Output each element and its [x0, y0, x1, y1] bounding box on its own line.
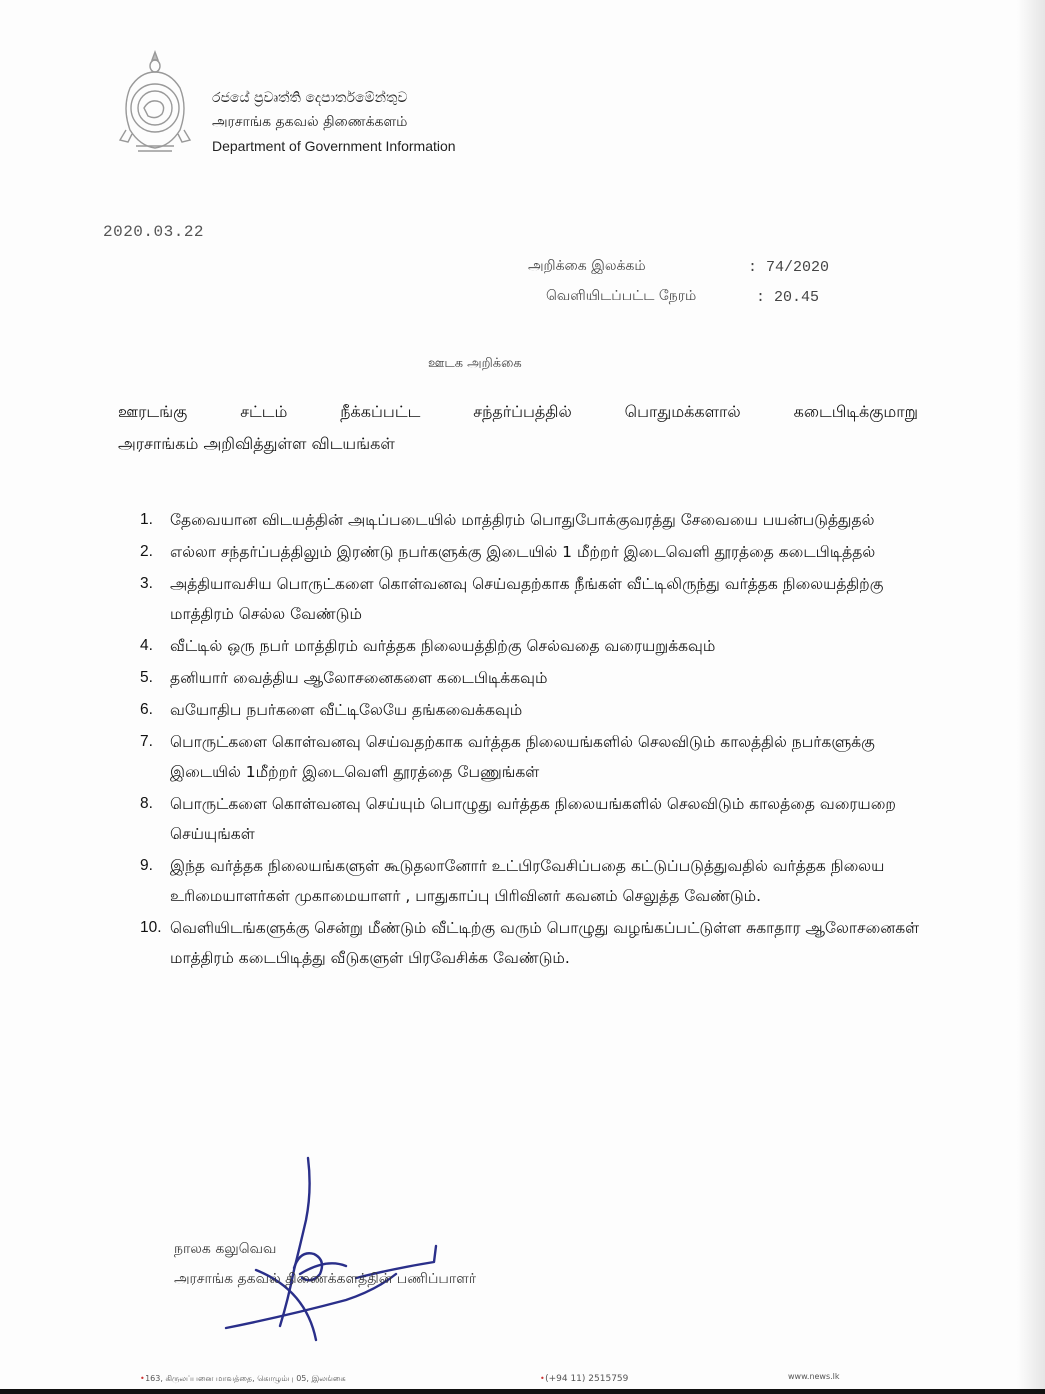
heading-line-1: ஊரடங்கு சட்டம் நீக்கப்பட்ட சந்தர்ப்பத்தில் பொதுமக்களால் கடைபிடிக்குமாறு [118, 402, 918, 421]
notice-heading [118, 396, 918, 460]
item-text: வீட்டில் ஒரு நபர் மாத்திரம் வர்த்தக நிலையத்திற்கு செல்வதை வரையறுக்கவும் [170, 637, 716, 655]
release-time-value: : 20.45 [756, 288, 820, 306]
item-text: தேவையான விடயத்தின் அடிப்படையில் மாத்திரம் பொதுபோக்குவரத்து சேவையை பயன்படுத்துதல் [170, 511, 875, 529]
item-text: பொருட்களை கொள்வனவு செய்யும் பொழுது வர்த்தக நிலையங்களில் செலவிடும் காலத்தை வரையறை செய்யுங்கள் [170, 795, 896, 843]
release-time-row [528, 282, 829, 312]
item-text: அத்தியாவசிய பொருட்களை கொள்வனவு செய்வதற்காக நீங்கள் வீட்டிலிருந்து வர்த்தக நிலையத்திற்கு மாத்திரம் செல்ல வேண்டும் [170, 575, 884, 623]
bullet-icon: • [140, 1374, 145, 1383]
item-number: 10. [140, 919, 162, 936]
footer-phone-group [540, 1372, 629, 1384]
item-text: வெளியிடங்களுக்கு சென்று மீண்டும் வீட்டிற்கு வரும் பொழுது வழங்கப்பட்டுள்ள சுகாதார ஆலோசனைகள் மாத்திரம் கடைபிடித்து வீடுகளுள் பிரவேசிக்க வேண்டும். [170, 919, 920, 967]
item-text: எல்லா சந்தர்ப்பத்திலும் இரண்டு நபர்களுக்கு இடையில் 1 மீற்றர் இடைவெளி தூரத்தை கடைபிடித்தல் [170, 543, 876, 561]
notice-title: ஊடக அறிக்கை [428, 356, 522, 371]
footer-phone: (+94 11) 2515759 [545, 1374, 629, 1384]
list-item [140, 851, 930, 911]
list-item [140, 727, 930, 787]
list-item [140, 663, 930, 693]
notice-number-value: : 74/2020 [748, 258, 830, 276]
notice-number-label: அறிக்கை இலக்கம் [528, 258, 646, 274]
department-name-english: Department of Government Information [212, 138, 456, 154]
item-text: வயோதிப நபர்களை வீட்டிலேயே தங்கவைக்கவும் [170, 701, 523, 719]
list-item [140, 505, 930, 535]
item-number: 1. [140, 511, 153, 528]
footer-website: www.news.lk [788, 1372, 840, 1381]
department-name-tamil: அரசாங்க தகவல் திணைக்களம் [212, 114, 408, 130]
item-number: 6. [140, 701, 153, 718]
item-number: 2. [140, 543, 153, 560]
item-text: பொருட்களை கொள்வனவு செய்வதற்காக வர்த்தக நிலையங்களில் செலவிடும் காலத்தில் நபர்களுக்கு இடையில் 1மீற்றர் இடைவெளி தூரத்தை பேணுங்கள் [170, 733, 875, 781]
page-edge-shadow [1017, 0, 1045, 1394]
page-bottom-border [0, 1389, 1045, 1394]
item-number: 3. [140, 575, 153, 592]
department-name-sinhala: රජයේ ප්‍රවෘත්ති දෙපාර්තමේන්තුව [212, 90, 408, 106]
item-number: 8. [140, 795, 153, 812]
document-date: 2020.03.22 [103, 223, 205, 241]
item-number: 4. [140, 637, 153, 654]
item-text: இந்த வர்த்தக நிலையங்களுள் கூடுதலானோர் உட்பிரவேசிப்பதை கட்டுப்படுத்துவதில் வர்த்தக நிலைய உரிமையாளர்கள் முகாமையாளர் , பாதுகாப்பு பிரிவினர் கவனம் செலுத்த வேண்டும். [170, 857, 885, 905]
list-item [140, 695, 930, 725]
list-item [140, 631, 930, 661]
bullet-icon: • [540, 1374, 545, 1383]
list-item [140, 789, 930, 849]
item-text: தனியார் வைத்திய ஆலோசனைகளை கடைபிடிக்கவும் [170, 669, 548, 687]
release-time-label: வெளியிடப்பட்ட நேரம் [546, 288, 697, 304]
signer-block [174, 1234, 476, 1294]
heading-line-2: அரசாங்கம் அறிவித்துள்ள விடயங்கள் [118, 434, 395, 453]
notice-number-row [528, 252, 829, 282]
list-item [140, 537, 930, 567]
list-item [140, 913, 930, 973]
department-header [212, 86, 456, 158]
signer-name: நாலக கலுவெவ [174, 1241, 277, 1257]
guideline-list [140, 505, 930, 973]
state-emblem-icon [116, 48, 194, 156]
item-number: 9. [140, 857, 153, 874]
item-number: 7. [140, 733, 153, 750]
item-number: 5. [140, 669, 153, 686]
notice-meta [528, 252, 829, 312]
list-item [140, 569, 930, 629]
footer-address-group [140, 1372, 346, 1383]
signer-title: அரசாங்க தகவல் திணைக்களத்தின் பணிப்பாளர் [174, 1271, 477, 1287]
footer-address: 163, கிருலப்பனை மாவத்தை, கொழும்பு 05, இலங்கை [145, 1374, 346, 1383]
